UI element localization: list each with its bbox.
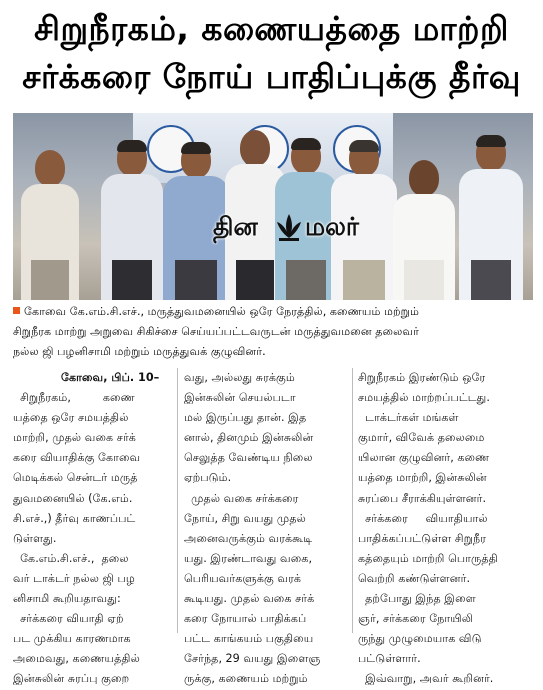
article-text-line: னால், தினமும் இன்சுலின் xyxy=(184,431,314,445)
column-1-text xyxy=(13,388,171,689)
article-text-line: சிறுநீரகம் இரண்டும் ஒரே xyxy=(358,371,486,384)
caption-line: சிறுநீரக மாற்று அறுவை சிகிச்சை செய்யப்பட்டவருடன் மருத்துவமனை தலைவர் xyxy=(13,325,419,338)
dateline: கோவை, பிப். 10– xyxy=(61,371,160,384)
article-text-line: ருக்கு, கணையம் மற்றும் xyxy=(184,672,308,686)
article-text-line: இவ்வாறு, அவர் கூறினர். xyxy=(358,672,494,686)
article-text-line: பெரியவர்களுக்கு வரக் xyxy=(184,571,302,585)
caption-line: நல்ல ஜி பழனிசாமி மற்றும் மருத்துவக் குழுவினர். xyxy=(13,345,266,358)
article-column-2 xyxy=(184,368,347,690)
article-text-line: சிறுநீரகம், கணை xyxy=(13,391,135,405)
article-text-line: குமார், விவேக் தலைமை xyxy=(358,431,485,445)
article-text-line: வது, அல்லது சுரக்கும் xyxy=(184,371,295,384)
article-text-line: சர்க்கரை வியாதியால் xyxy=(358,511,488,525)
article-text-line: இன்சுலின் சுரப்பு குறை xyxy=(13,672,130,686)
bullet-square-icon xyxy=(13,307,20,314)
article-text-line: யிலான குழுவினர், கணை xyxy=(358,451,490,465)
article-text-line: சமயத்தில் மாற்றப்பட்டது. xyxy=(358,391,490,405)
article-text-line: டுள்ளது. xyxy=(13,531,57,545)
headline-line-2: சர்க்கரை நோய் பாதிப்புக்கு தீர்வு xyxy=(22,57,521,96)
article-text-line: கே.எம்.சி.எச்., தலை xyxy=(13,551,129,565)
watermark-right: மலர் xyxy=(305,212,359,241)
article-text-line: கரை வியாதிக்கு கோவை xyxy=(13,451,141,465)
news-photo xyxy=(13,113,533,300)
column-divider xyxy=(352,368,353,633)
article-text-line: பாதிக்கப்பட்டுள்ள சிறுநீர xyxy=(358,531,486,545)
article-text-line: மாற்றி, முதல் வகை சர்க் xyxy=(13,431,136,445)
column-divider xyxy=(177,368,178,633)
article-column-1 xyxy=(13,368,171,690)
headline-line-1: சிறுநீரகம், கணையத்தை மாற்றி xyxy=(34,9,509,48)
article-text-line: செலுத்த வேண்டிய நிலை xyxy=(184,451,313,465)
article-column-3 xyxy=(358,368,536,690)
article-text-line: யது. இரண்டாவது வகை, xyxy=(184,551,313,565)
article-text-line: பட்ட காங்கயம் பகுதியை xyxy=(184,632,314,646)
newspaper-watermark xyxy=(213,206,363,248)
column-2-text xyxy=(184,368,347,690)
person-figure xyxy=(21,150,79,300)
person-figure xyxy=(459,135,523,300)
article-text-line: னிசாமி கூறியதாவது: xyxy=(13,592,121,606)
article-text-line: ருந்து முழுமையாக விடு xyxy=(358,632,482,646)
article-text-line: யத்தை மாற்றி, இன்சுலின் xyxy=(358,471,487,485)
lotus-icon xyxy=(275,212,303,242)
article-text-line: டாக்டர்கள் மங்கள் xyxy=(358,411,459,425)
article-text-line: அமைவது, கணையத்தில் xyxy=(13,652,140,666)
article-text-line: பட்டுள்ளார். xyxy=(358,652,421,666)
article-text-line: முதல் வகை சர்க்கரை xyxy=(184,491,299,505)
article-text-line: அனைவருக்கும் வரக்கூடி xyxy=(184,531,313,545)
article-text-line: சர்க்கரை வியாதி ஏற் xyxy=(13,612,124,626)
caption-line: கோவை கே.எம்.சி.எச்., மருத்துவமனையில் ஒரே நேரத்தில், கணையம் மற்றும் xyxy=(13,302,533,322)
article-text-line: ஏற்படும். xyxy=(184,471,232,485)
article-text-line: வெற்றி கண்டுள்ளனர். xyxy=(358,571,471,585)
article-text-line: துவமனையில் (கே.எம். xyxy=(13,491,133,505)
article-text-line: சுரப்பை சீராக்கியுள்ளனர். xyxy=(358,491,487,505)
article-text-line: யத்தை ஒரே சமயத்தில் xyxy=(13,411,129,425)
article-text-line: கத்தையும் மாற்றி பொருத்தி xyxy=(358,551,498,565)
article-text-line: மெடிக்கல் சென்டர் மருத் xyxy=(13,471,138,485)
watermark-left: தின xyxy=(213,212,258,241)
person-figure xyxy=(393,160,455,300)
article-text-line: ஞர், சர்க்கரை நோயிலி xyxy=(358,612,474,626)
article-text-line: தற்போது இந்த இளை xyxy=(358,592,476,606)
article-text-line: நோய், சிறு வயது முதல் xyxy=(184,511,306,525)
article-text-line: சி.எச்.,) தீர்வு காணப்பட் xyxy=(13,511,136,525)
article-text-line: பட முக்கிய காரணமாக xyxy=(13,632,131,646)
photo-caption xyxy=(13,302,533,362)
article-text-line: இன்சுலின் செயல்படா xyxy=(184,391,296,405)
article-text-line: மல் இருப்பது தான். இத xyxy=(184,411,307,425)
article-text-line: கூடியது. முதல் வகை சர்க் xyxy=(184,592,315,606)
column-3-text xyxy=(358,368,536,690)
article-text-line: சேர்ந்த, 29 வயது இளைஞ xyxy=(184,652,321,666)
article-text-line: கரை நோயால் பாதிக்கப் xyxy=(184,612,307,626)
person-figure xyxy=(101,140,163,300)
article-text-line: வர் டாக்டர் நல்ல ஜி பழ xyxy=(13,571,135,585)
